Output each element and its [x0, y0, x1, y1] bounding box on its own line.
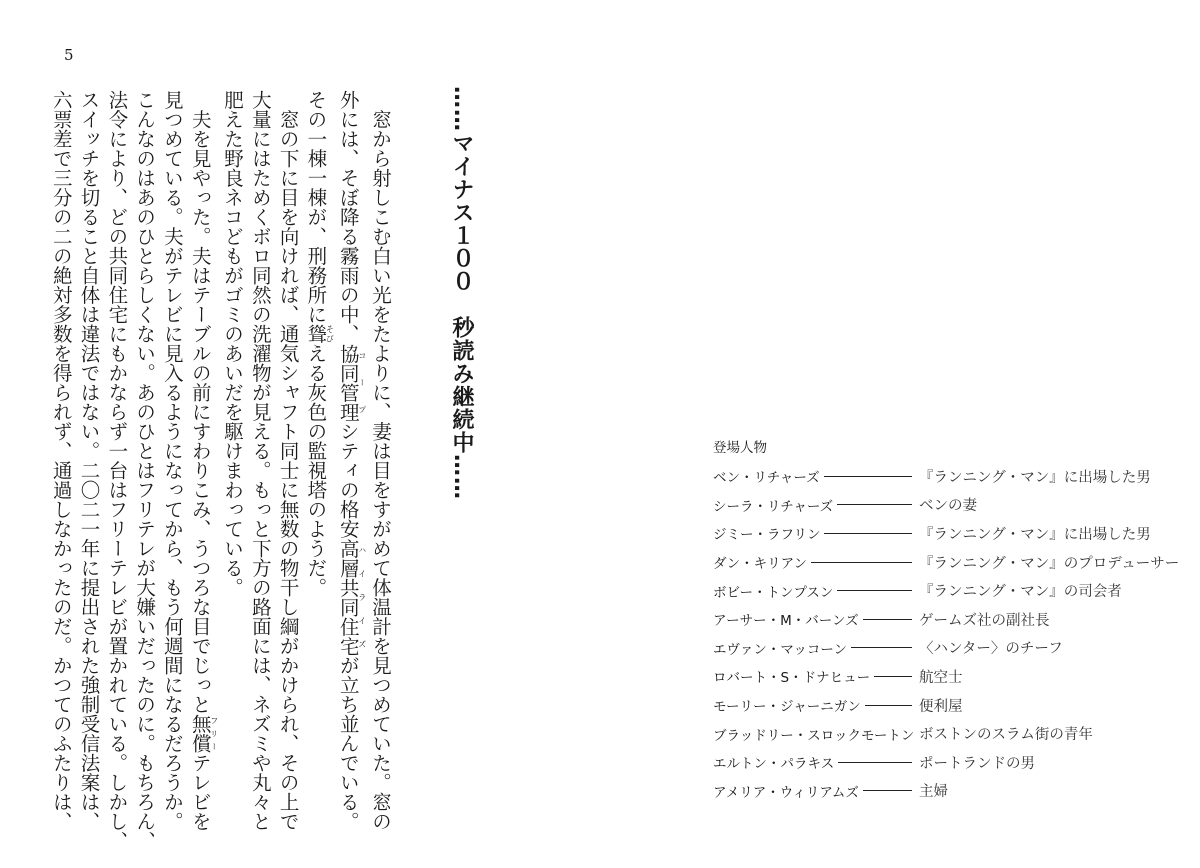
text-segment: その一棟一棟が、刑務所に [304, 90, 328, 324]
ruby-base: 聳 [304, 324, 328, 344]
character-role: 主婦 [919, 784, 948, 801]
text-segment: 外には、そぼ降る霧雨の中、 [336, 90, 360, 344]
body-text [47, 90, 394, 851]
cast-row [713, 748, 1179, 777]
dash-line [837, 504, 912, 505]
character-name: エルトン・パラキス [713, 756, 835, 773]
character-name: エヴァン・マッコーン [713, 641, 848, 658]
text-column [302, 90, 334, 835]
text-segment: 窓から射しこむ白い光をたよりに、妻は目をすがめて体温計を見つめていた。窓の [369, 90, 392, 831]
ruby-base: 協同管理 [336, 343, 360, 422]
character-name: ジミー・ラフリン [713, 527, 821, 544]
ruby-word [336, 343, 367, 422]
ruby-word [336, 538, 367, 656]
ruby-reading: コープ [357, 343, 367, 422]
character-role: 〈ハンター〉のチーフ [919, 641, 1063, 658]
dash-line [851, 647, 912, 648]
character-role: ボストンのスラム街の青年 [919, 727, 1093, 744]
text-segment: 大量にはためくボロ同然の洗濯物が見える。もっと下方の路面には、ネズミや丸々と [248, 90, 272, 831]
dash-line [824, 476, 912, 477]
text-column [334, 90, 366, 835]
text-column [158, 90, 186, 835]
text-segment: こんなのはあのひとらしくない。あのひとはフリテレが大嫌いだったのに。もちろん、 [133, 90, 157, 851]
character-role: 航空士 [919, 669, 963, 686]
character-name: アーサー・M・バーンズ [713, 613, 859, 630]
dash-line [837, 590, 912, 591]
text-segment: 見つめている。夫がテレビに見入るようになってから、もう何週間になるだろうか。 [160, 90, 184, 831]
text-column [186, 90, 218, 835]
text-segment: スイッチを切ること自体は違法ではない。二〇二一年に提出された強制受信法案は、 [77, 90, 101, 831]
text-segment: 法令により、どの共同住宅にもかならず一台はフリーテレビが置かれている。しかし、 [105, 90, 129, 851]
dash-line [863, 790, 912, 791]
cast-row [713, 634, 1179, 663]
text-column [366, 90, 394, 835]
text-column [103, 90, 131, 851]
dash-line [874, 676, 912, 677]
cast-row [713, 491, 1179, 520]
dash-line [865, 705, 912, 706]
text-segment: える灰色の監視塔のようだ。 [304, 343, 328, 597]
character-role: 便利屋 [919, 698, 963, 715]
text-segment: テレビを [188, 753, 212, 831]
text-column [274, 90, 302, 835]
character-name: ボビー・トンプスン [713, 584, 834, 601]
character-role: 『ランニング・マン』に出場した男 [919, 526, 1151, 543]
character-name: ダン・キリアン [713, 556, 808, 573]
cast-row [713, 576, 1179, 605]
ruby-word [188, 714, 219, 753]
ruby-reading: ハイライズ [357, 538, 367, 656]
character-role: ベンの妻 [919, 498, 977, 515]
character-role: ポートランドの男 [919, 755, 1035, 772]
text-segment: 窓の下に目を向ければ、通気シャフト同士に無数の物干し綱がかけられ、その上で [276, 90, 300, 831]
text-segment: 肥えた野良ネコどもがゴミのあいだを駆けまわっている。 [221, 90, 245, 597]
ruby-reading: そび [325, 324, 335, 344]
character-name: アメリア・ウィリアムズ [713, 784, 859, 801]
dash-line [824, 533, 912, 534]
ruby-base: 無償 [188, 714, 212, 753]
cast-row [713, 519, 1179, 548]
ruby-base: 高層共同住宅 [336, 538, 360, 656]
chapter-title: ……マイナス１００ 秒読み継続中…… [449, 86, 474, 500]
text-column [75, 90, 103, 835]
cast-row [713, 777, 1179, 806]
text-column [246, 90, 274, 835]
character-name: シーラ・リチャーズ [713, 498, 834, 515]
character-name: ロバート・S・ドナヒュー [713, 670, 871, 687]
text-column [130, 90, 158, 851]
cast-list [713, 436, 1179, 805]
cast-heading: 登場人物 [713, 440, 767, 456]
character-role: ゲームズ社の副社長 [919, 612, 1050, 629]
character-role: 『ランニング・マン』のプロデューサー [919, 555, 1180, 572]
cast-row [713, 719, 1179, 748]
character-role: 『ランニング・マン』の司会者 [919, 584, 1122, 601]
cast-row [713, 662, 1179, 691]
text-segment: 六票差で三分の二の絶対多数を得られず、通過しなかったのだ。かつてのふたりは、 [49, 90, 73, 831]
cast-row [713, 605, 1179, 634]
dash-line [838, 762, 912, 763]
text-segment: シティの格安 [336, 421, 360, 539]
dash-line [863, 619, 912, 620]
cast-row [713, 691, 1179, 720]
cast-row [713, 462, 1179, 491]
text-column [47, 90, 75, 835]
ruby-word [304, 324, 335, 344]
text-column [218, 90, 246, 835]
character-name: ベン・リチャーズ [713, 470, 820, 487]
page-number: 5 [64, 46, 74, 64]
dash-line [811, 562, 912, 563]
cast-row [713, 548, 1179, 577]
text-segment: 夫を見やった。夫はテーブルの前にすわりこみ、うつろな目でじっと [188, 90, 212, 714]
character-name: モーリー・ジャーニガン [713, 699, 861, 716]
ruby-reading: フリー [209, 714, 219, 753]
character-name: ブラッドリー・スロックモートン [713, 727, 915, 744]
text-segment: が立ち並んでいる。 [336, 655, 360, 831]
character-role: 『ランニング・マン』に出場した男 [919, 469, 1151, 486]
